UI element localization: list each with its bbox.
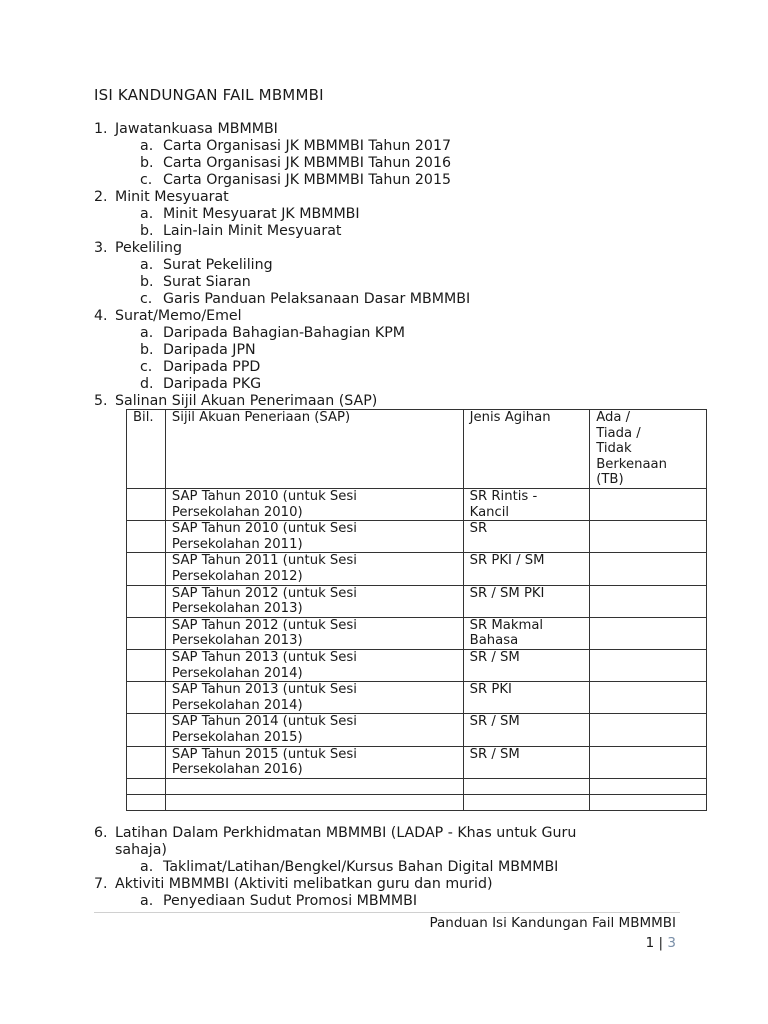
cell-bil xyxy=(127,649,166,681)
cell-jenis xyxy=(463,585,590,617)
item-letter: a. xyxy=(140,859,154,875)
cell-bil xyxy=(127,585,166,617)
cell-bil xyxy=(127,521,166,553)
cell-sap-line: Persekolahan 2015) xyxy=(171,729,303,745)
section-number: 1. xyxy=(94,121,108,137)
cell-sap xyxy=(165,617,463,649)
item-letter: b. xyxy=(140,342,154,358)
header-sap: Sijil Akuan Peneriaan (SAP) xyxy=(165,410,463,489)
cell-empty xyxy=(590,778,707,794)
item-text: Carta Organisasi JK MBMMBI Tahun 2017 xyxy=(163,138,451,154)
section-number: 2. xyxy=(94,189,108,205)
table-row xyxy=(127,682,707,714)
item-text: Surat Pekeliling xyxy=(163,257,273,273)
section-title: Latihan Dalam Perkhidmatan MBMMBI (LADAP - Khas untuk Guru xyxy=(115,825,577,841)
cell-sap xyxy=(165,521,463,553)
item-text: Penyediaan Sudut Promosi MBMMBI xyxy=(163,893,418,909)
table-row-empty xyxy=(127,778,707,794)
cell-ada xyxy=(590,682,707,714)
item-letter: b. xyxy=(140,274,154,290)
cell-jenis xyxy=(463,617,590,649)
section-title-continued: sahaja) xyxy=(115,842,167,858)
cell-sap-line: SAP Tahun 2014 (untuk Sesi xyxy=(171,714,357,730)
cell-sap xyxy=(165,553,463,585)
header-bil: Bil. xyxy=(127,410,166,489)
cell-jenis-line: SR / SM xyxy=(469,746,520,762)
cell-bil xyxy=(127,489,166,521)
item-text: Carta Organisasi JK MBMMBI Tahun 2015 xyxy=(163,172,451,188)
item-letter: a. xyxy=(140,325,154,341)
cell-sap-line: Persekolahan 2013) xyxy=(171,601,303,617)
cell-sap-line: SAP Tahun 2013 (untuk Sesi xyxy=(171,682,357,698)
cell-jenis-line: SR Rintis - xyxy=(469,489,538,504)
item-letter: c. xyxy=(140,359,153,375)
cell-ada xyxy=(590,489,707,521)
cell-jenis xyxy=(463,682,590,714)
footer-title: Panduan Isi Kandungan Fail MBMMBI xyxy=(429,915,676,931)
cell-empty xyxy=(127,794,166,810)
cell-bil xyxy=(127,746,166,778)
section-title: Pekeliling xyxy=(115,240,182,256)
cell-jenis-line: SR / SM PKI xyxy=(469,585,545,601)
cell-ada xyxy=(590,746,707,778)
cell-sap xyxy=(165,649,463,681)
cell-jenis-line: SR xyxy=(469,521,488,537)
table-row-empty xyxy=(127,794,707,810)
cell-jenis-line: SR Makmal xyxy=(469,617,544,633)
cell-bil xyxy=(127,714,166,746)
item-text: Lain-lain Minit Mesyuarat xyxy=(163,223,342,239)
item-letter: d. xyxy=(140,376,154,392)
header-ada-line: Berkenaan xyxy=(596,456,667,472)
cell-ada xyxy=(590,617,707,649)
cell-jenis-line: SR PKI / SM xyxy=(469,553,545,569)
footer-divider xyxy=(94,912,680,913)
cell-empty xyxy=(165,778,463,794)
cell-sap-line: SAP Tahun 2010 (untuk Sesi xyxy=(171,489,357,504)
section-title: Salinan Sijil Akuan Penerimaan (SAP) xyxy=(115,393,378,409)
cell-ada xyxy=(590,714,707,746)
cell-empty xyxy=(463,794,590,810)
table-row xyxy=(127,746,707,778)
cell-ada xyxy=(590,521,707,553)
section-title: Minit Mesyuarat xyxy=(115,189,229,205)
header-ada-line: Tidak xyxy=(596,441,632,457)
item-letter: a. xyxy=(140,138,154,154)
cell-bil xyxy=(127,682,166,714)
item-text: Minit Mesyuarat JK MBMMBI xyxy=(163,206,360,222)
header-ada-line: Tiada / xyxy=(596,425,641,441)
item-letter: c. xyxy=(140,291,153,307)
header-ada xyxy=(590,410,707,489)
cell-jenis xyxy=(463,489,590,521)
cell-jenis-line: Bahasa xyxy=(469,633,519,649)
cell-empty xyxy=(165,794,463,810)
cell-empty xyxy=(463,778,590,794)
cell-sap-line: Persekolahan 2014) xyxy=(171,665,303,681)
cell-jenis xyxy=(463,714,590,746)
section-number: 6. xyxy=(94,825,108,841)
item-letter: a. xyxy=(140,257,154,273)
table-row xyxy=(127,489,707,521)
cell-jenis-line: SR PKI xyxy=(469,682,512,698)
cell-sap-line: SAP Tahun 2013 (untuk Sesi xyxy=(171,649,357,665)
cell-ada xyxy=(590,585,707,617)
cell-sap-line: Persekolahan 2010) xyxy=(171,504,303,520)
cell-sap-line: SAP Tahun 2012 (untuk Sesi xyxy=(171,617,357,633)
cell-jenis-line: SR / SM xyxy=(469,714,520,730)
cell-jenis xyxy=(463,649,590,681)
item-text: Carta Organisasi JK MBMMBI Tahun 2016 xyxy=(163,155,451,171)
cell-empty xyxy=(127,778,166,794)
page-separator: | xyxy=(658,935,664,951)
cell-ada xyxy=(590,649,707,681)
item-text: Surat Siaran xyxy=(163,274,251,290)
cell-sap xyxy=(165,746,463,778)
cell-jenis-line: Kancil xyxy=(469,504,510,520)
item-text: Daripada Bahagian-Bahagian KPM xyxy=(163,325,406,341)
table-row xyxy=(127,553,707,585)
item-text: Taklimat/Latihan/Bengkel/Kursus Bahan Digital MBMMBI xyxy=(163,859,559,875)
cell-sap-line: SAP Tahun 2010 (untuk Sesi xyxy=(171,521,357,537)
section-title: Surat/Memo/Emel xyxy=(115,308,242,324)
cell-empty xyxy=(590,794,707,810)
cell-sap xyxy=(165,489,463,521)
section-number: 5. xyxy=(94,393,108,409)
cell-sap-line: Persekolahan 2012) xyxy=(171,568,303,584)
item-letter: c. xyxy=(140,172,153,188)
table-row xyxy=(127,617,707,649)
cell-sap-line: Persekolahan 2011) xyxy=(171,536,303,552)
current-page: 1 xyxy=(645,935,655,951)
cell-sap xyxy=(165,585,463,617)
cell-sap xyxy=(165,682,463,714)
cell-sap-line: Persekolahan 2013) xyxy=(171,633,303,649)
cell-jenis xyxy=(463,746,590,778)
total-pages: 3 xyxy=(667,935,676,951)
cell-sap-line: SAP Tahun 2012 (untuk Sesi xyxy=(171,585,357,601)
cell-ada xyxy=(590,553,707,585)
section-number: 3. xyxy=(94,240,108,256)
item-letter: a. xyxy=(140,206,154,222)
header-ada-line: (TB) xyxy=(596,472,624,488)
header-ada-line: Ada / xyxy=(596,410,631,425)
section-number: 7. xyxy=(94,876,108,892)
item-letter: b. xyxy=(140,155,154,171)
section-number: 4. xyxy=(94,308,108,324)
item-text: Daripada PPD xyxy=(163,359,261,375)
cell-sap-line: Persekolahan 2016) xyxy=(171,762,303,778)
table-row xyxy=(127,585,707,617)
table-row xyxy=(127,521,707,553)
cell-jenis xyxy=(463,553,590,585)
page-number xyxy=(646,935,676,951)
cell-jenis-line: SR / SM xyxy=(469,649,520,665)
cell-sap-line: SAP Tahun 2011 (untuk Sesi xyxy=(171,553,357,569)
item-text: Daripada JPN xyxy=(163,342,256,358)
item-letter: a. xyxy=(140,893,154,909)
header-jenis: Jenis Agihan xyxy=(463,410,590,489)
item-text: Daripada PKG xyxy=(163,376,262,392)
item-text: Garis Panduan Pelaksanaan Dasar MBMMBI xyxy=(163,291,471,307)
sap-table xyxy=(126,409,707,811)
item-letter: b. xyxy=(140,223,154,239)
section-title: Aktiviti MBMMBI (Aktiviti melibatkan guru dan murid) xyxy=(115,876,493,892)
table-row xyxy=(127,649,707,681)
section-title: Jawatankuasa MBMMBI xyxy=(115,121,278,137)
cell-sap-line: SAP Tahun 2015 (untuk Sesi xyxy=(171,746,357,762)
page-title: ISI KANDUNGAN FAIL MBMMBI xyxy=(94,86,324,104)
cell-jenis xyxy=(463,521,590,553)
cell-bil xyxy=(127,553,166,585)
cell-bil xyxy=(127,617,166,649)
table-row xyxy=(127,714,707,746)
cell-sap xyxy=(165,714,463,746)
cell-sap-line: Persekolahan 2014) xyxy=(171,697,303,713)
table-header-row xyxy=(127,410,707,489)
